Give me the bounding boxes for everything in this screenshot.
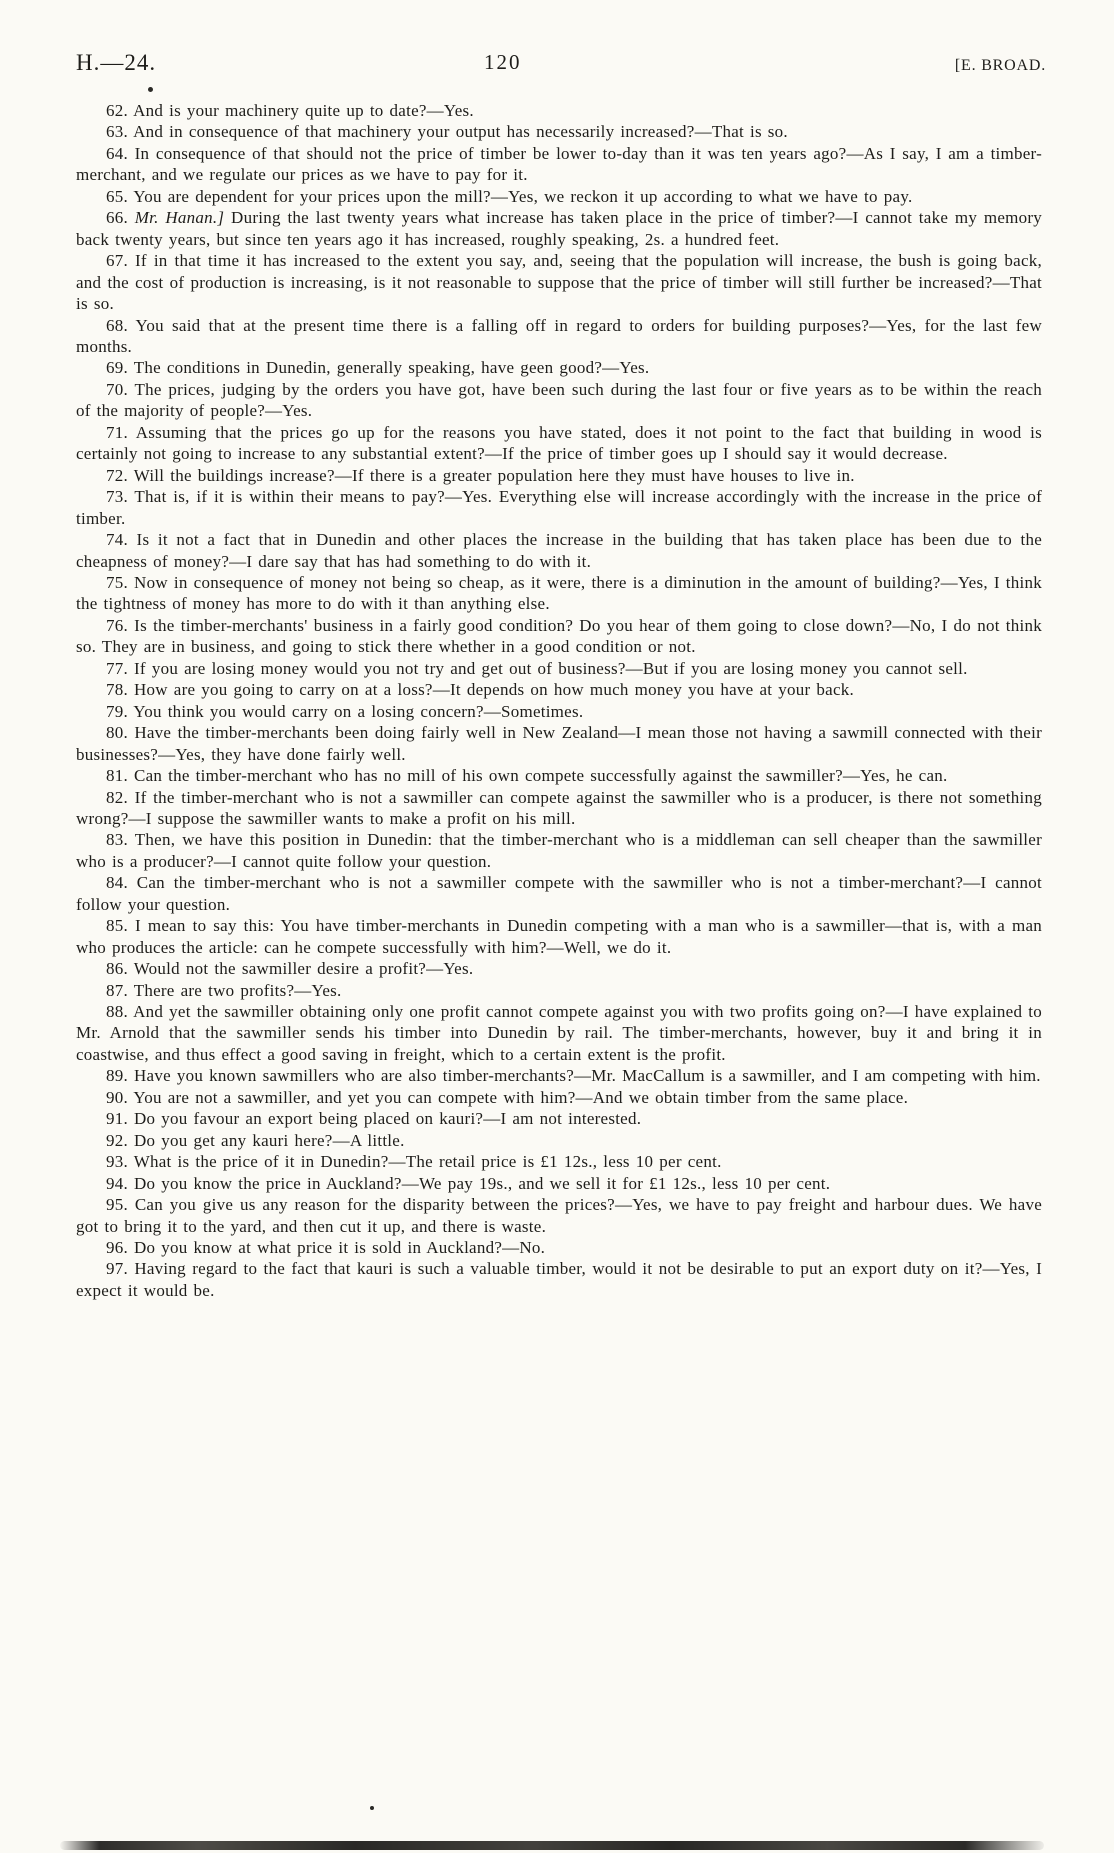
qa-text: Will the buildings increase?—If there is a greater population here they must have houses to live in. [133,465,855,485]
question-number: 96. [106,1238,134,1258]
speaker-name: Mr. Hanan.] [134,208,232,228]
ink-dot [148,87,153,92]
page-number: 120 [484,50,522,74]
qa-text: Can the timber-merchant who is not a sawmiller compete with the sawmiller who is not a timber-merchant?—I cannot follow your question. [76,873,1042,914]
qa-paragraph [76,1258,1042,1301]
qa-text: Do you get any kauri here?—A little. [134,1130,405,1150]
qa-paragraph [76,701,1042,722]
question-number: 75. [106,572,135,592]
qa-text: How are you going to carry on at a loss?—It depends on how much money you have at your back. [134,680,854,700]
qa-paragraph [76,572,1042,615]
qa-text: I mean to say this: You have timber-merchants in Dunedin competing with a man who is a sawmiller—that is, with a man who produces the article: can he compete successfully with him?—Well, we do it. [76,916,1043,957]
qa-text: Is the timber-merchants' business in a fairly good condition? Do you hear of them going to close down?—No, I do not think so. They are in business, and going to stick there whether in a good condition or not. [76,615,1042,657]
qa-text: Can you give us any reason for the disparity between the prices?—Yes, we have to pay freight and harbour dues. We have got to bring it to the yard, and then cut it up, and there is waste. [76,1195,1043,1236]
qa-text: And is your machinery quite up to date?—Yes. [133,101,474,120]
qa-paragraph [76,915,1042,958]
question-number: 93. [106,1152,134,1172]
qa-paragraph [76,1173,1042,1194]
question-number: 62. [106,101,134,120]
question-number: 64. [106,143,135,163]
qa-text: If the timber-merchant who is not a sawmiller can compete against the sawmiller who is a producer, is there not something wrong?—I suppose the sawmiller wants to make a profit on his mill. [76,787,1042,828]
ink-dot [370,1806,374,1810]
qa-paragraph [76,658,1042,679]
question-number: 77. [106,658,134,678]
qa-text: Do you know at what price it is sold in Auckland?—No. [134,1238,546,1258]
qa-paragraph [76,615,1042,658]
page-header [76,50,1046,76]
question-number: 81. [106,766,134,786]
qa-paragraph [76,422,1042,465]
qa-paragraph [76,143,1042,186]
qa-text: Have the timber-merchants been doing fairly well in New Zealand—I mean those not having a sawmill connected with their businesses?—Yes, they have done fairly well. [76,723,1042,764]
question-number: 74. [106,530,137,550]
qa-text: Assuming that the prices go up for the reasons you have stated, does it not point to the fact that building in wood is certainly not going to increase to any substantial extent?—If the price of timber goes up I should say it would decrease. [76,422,1043,464]
qa-paragraph [76,207,1042,250]
qa-text: Do you know the price in Auckland?—We pay 19s., and we sell it for £1 12s., less 10 per cent. [134,1173,831,1193]
qa-paragraph [76,250,1042,314]
qa-paragraph [76,486,1042,529]
qa-paragraph [76,100,1042,121]
qa-paragraph [76,679,1042,700]
qa-paragraph [76,765,1042,786]
qa-paragraph [76,315,1042,358]
qa-text: And in consequence of that machinery your output has necessarily increased?—That is so. [133,122,788,142]
question-number: 82. [106,787,135,807]
question-number: 78. [106,680,134,700]
qa-paragraph [76,529,1042,572]
scan-edge-artifact [60,1841,1044,1850]
qa-paragraph [76,379,1042,422]
question-number: 91. [106,1109,134,1129]
question-number: 87. [106,980,134,1000]
qa-text: The prices, judging by the orders you have got, have been such during the last four or five years as to be within the reach of the majority of people?—Yes. [76,379,1042,421]
question-number: 63. [106,122,134,142]
qa-text: Then, we have this position in Dunedin: that the timber-merchant who is a middleman can sell cheaper than the sawmiller who is a producer?—I cannot quite follow your question. [76,830,1042,871]
qa-paragraph [76,722,1042,765]
qa-text: That is, if it is within their means to pay?—Yes. Everything else will increase accordingly with the increase in the price of timber. [76,487,1042,528]
paper-reference: H.—24. [76,50,157,75]
qa-text: Having regard to the fact that kauri is such a valuable timber, would it not be desirable to put an export duty on it?—Yes, I expect it would be. [76,1259,1043,1300]
question-number: 67. [106,251,135,271]
qa-paragraph [76,357,1042,378]
qa-text: There are two profits?—Yes. [133,980,342,1000]
qa-paragraph [76,958,1042,979]
question-number: 97. [106,1259,135,1279]
qa-paragraph [76,1194,1042,1237]
question-number: 89. [106,1066,134,1086]
qa-paragraph [76,1151,1042,1172]
qa-paragraph [76,1087,1042,1108]
qa-paragraph [76,1065,1042,1086]
qa-text: Now in consequence of money not being so cheap, as it were, there is a diminution in the amount of building?—Yes, I think the tightness of money has more to do with it than anything else. [76,572,1043,614]
question-number: 83. [106,830,135,850]
qa-paragraph [76,787,1042,830]
qa-paragraph [76,1237,1042,1258]
qa-text: And yet the sawmiller obtaining only one profit cannot compete against you with two profits going on?—I have explained to Mr. Arnold that the sawmiller sends his timber into Dunedin by rail. The timber-merchants, however, buy it and bring it in coastwise, and thus effect a good saving in freight, which to a certain extent is the profit. [76,1002,1042,1064]
qa-paragraph [76,1108,1042,1129]
qa-text: If you are losing money would you not try and get out of business?—But if you are losing money you cannot sell. [134,658,968,678]
qa-text: If in that time it has increased to the extent you say, and, seeing that the population will increase, the bush is going back, and the cost of production is increasing, is it not reasonable to suppose that the price of timber will still further be increased?—That is so. [76,251,1042,314]
qa-paragraph [76,980,1042,1001]
qa-text: Would not the sawmiller desire a profit?—Yes. [133,959,474,979]
question-number: 95. [106,1195,135,1215]
qa-text: You said that at the present time there is a falling off in regard to orders for building purposes?—Yes, for the last few months. [76,315,1043,356]
question-number: 90. [106,1087,134,1107]
question-number: 71. [106,422,136,442]
question-number: 80. [106,723,135,743]
qa-text: The conditions in Dunedin, generally speaking, have geen good?—Yes. [133,358,650,378]
question-number: 85. [106,916,135,936]
question-number: 88. [106,1002,134,1022]
qa-text: You are dependent for your prices upon the mill?—Yes, we reckon it up according to what we have to pay. [133,186,913,206]
question-number: 72. [106,465,134,485]
document-body [76,100,1042,1301]
qa-text: During the last twenty years what increase has taken place in the price of timber?—I cannot take my memory back twenty years, but since ten years ago it has increased, roughly speaking, 2s. a hundred feet. [76,208,1042,249]
qa-paragraph [76,121,1042,142]
qa-text: In consequence of that should not the price of timber be lower to-day than it was ten years ago?—As I say, I am a timber-merchant, and we regulate our prices as we have to pay for it. [76,143,1043,185]
qa-paragraph [76,465,1042,486]
qa-paragraph [76,829,1042,872]
qa-text: Have you known sawmillers who are also timber-merchants?—Mr. MacCallum is a sawmiller, and I am competing with him. [134,1066,1041,1086]
question-number: 65. [106,186,134,206]
qa-paragraph [76,1130,1042,1151]
qa-text: Do you favour an export being placed on kauri?—I am not interested. [134,1109,642,1129]
question-number: 84. [106,873,137,893]
qa-text: Is it not a fact that in Dunedin and other places the increase in the building that has taken place has been due to the cheapness of money?—I dare say that has had something to do with it. [76,530,1043,571]
qa-paragraph [76,872,1042,915]
question-number: 70. [106,379,135,399]
question-number: 92. [106,1130,134,1150]
qa-text: You are not a sawmiller, and yet you can compete with him?—And we obtain timber from the same place. [133,1087,909,1107]
qa-text: What is the price of it in Dunedin?—The retail price is £1 12s., less 10 per cent. [133,1152,722,1172]
question-number: 86. [106,959,134,979]
qa-text: You think you would carry on a losing concern?—Sometimes. [133,701,584,721]
qa-paragraph [76,1001,1042,1065]
question-number: 66. [106,208,135,228]
question-number: 94. [106,1173,134,1193]
question-number: 79. [106,701,134,721]
qa-text: Can the timber-merchant who has no mill of his own compete successfully against the sawmiller?—Yes, he can. [134,766,948,786]
witness-name: [E. BROAD. [954,57,1046,74]
question-number: 68. [106,315,136,335]
question-number: 76. [106,615,135,635]
question-number: 73. [106,487,135,507]
qa-paragraph [76,186,1042,207]
question-number: 69. [106,358,134,378]
